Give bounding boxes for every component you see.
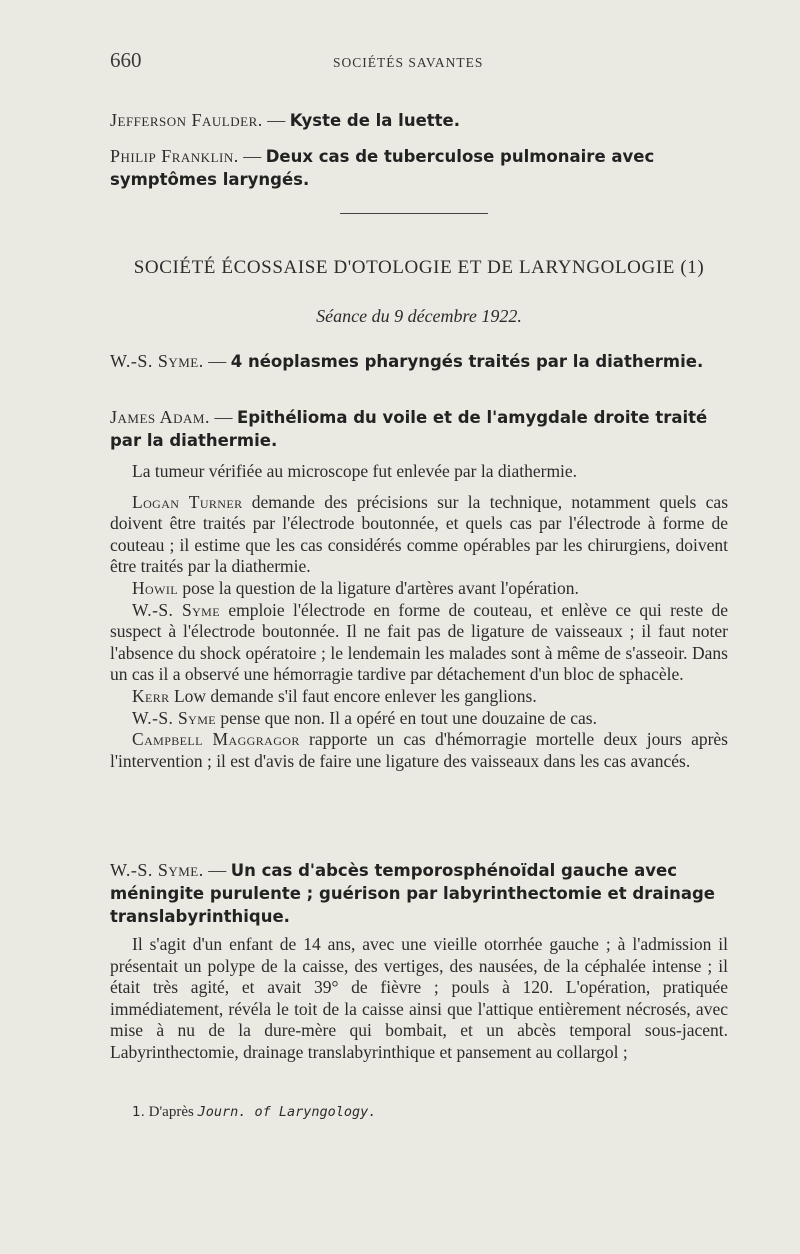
entry-author: Philip Franklin. <box>110 146 239 166</box>
paragraph-text: emploie l'électrode en forme de couteau, et enlève ce qui reste de suspect à l'électrode boutonnée. Il ne fait pas de ligature de vaisseaux ; il faut noter l'absence du shock opératoire ; le lendemain les malades sont à même de s'asseoir. Dans un cas il a observé une hémorragie tardive par détachement d'un bloc de sphacèle. <box>110 599 728 685</box>
discussion-paragraph <box>110 686 728 708</box>
running-title: SOCIÉTÉS SAVANTES <box>333 55 484 70</box>
entry-adam: James Adam. — Epithélioma du voile et de l'amygdale droite traité par la diathermie. <box>110 407 708 450</box>
speaker-name: Logan Turner <box>132 491 243 512</box>
paragraph-text: La tumeur vérifiée au microscope fut enlevée par la diathermie. <box>132 461 578 481</box>
entry-syme-neoplasmes: W.-S. Syme. — 4 néoplasmes pharyngés traités par la diathermie. <box>110 351 704 371</box>
paragraph-text: pense que non. Il a opéré en tout une douzaine de cas. <box>216 707 597 728</box>
section-divider <box>340 213 488 214</box>
entry-author: W.-S. Syme. <box>110 351 204 371</box>
page-number: 660 <box>110 48 142 72</box>
footnote-number: 1. <box>132 1104 145 1120</box>
case-text <box>110 934 728 1064</box>
entry-title: Kyste de la luette. <box>289 111 461 130</box>
entry-title: 4 néoplasmes pharyngés traités par la diathermie. <box>230 352 704 371</box>
entry-author: Jefferson Faulder. <box>110 110 263 130</box>
footnote-mark: (1) <box>680 257 705 278</box>
footnote <box>132 1104 376 1121</box>
discussion-paragraph <box>110 492 728 578</box>
footnote-text: D'après <box>148 1104 194 1120</box>
discussion-paragraph <box>110 578 728 600</box>
paragraph-text: rapporte un cas d'hémorragie mortelle deux jours après l'intervention ; il est d'avis de faire une ligature des vaisseaux dans les cas avancés. <box>110 729 728 771</box>
discussion-text <box>110 461 728 772</box>
discussion-paragraph <box>110 729 728 772</box>
speaker-name: Kerr <box>132 685 170 706</box>
paragraph-text: Low demande s'il faut encore enlever les ganglions. <box>169 685 537 706</box>
paragraph-text: pose la question de la ligature d'artères avant l'opération. <box>177 577 579 598</box>
footnote-source: Journ. of Laryngology. <box>197 1104 377 1120</box>
society-heading <box>110 257 728 279</box>
discussion-paragraph <box>110 461 728 483</box>
speaker-name: Howil <box>132 577 178 598</box>
entry-author: James Adam. <box>110 407 210 427</box>
speaker-name: Campbell Maggragor <box>132 729 300 750</box>
discussion-paragraph <box>110 600 728 686</box>
discussion-paragraph <box>110 708 728 730</box>
case-paragraph: Il s'agit d'un enfant de 14 ans, avec une vieille otorrhée gauche ; à l'admission il présentait un polype de la caisse, des vertiges, des nausées, de la céphalée intense ; il était très agité, et avait 39° de fièvre ; pouls à 120. L'opération, pratiquée immédiatement, révéla le toit de la caisse ainsi que l'attique entièrement nécrosés, avec mise à nu de la dure-mère qui bombait, et un abcès temporal sous-jacent. Labyrinthectomie, drainage translabyrinthique et pansement au collargol ; <box>110 934 728 1062</box>
paragraph-text: demande des précisions sur la technique, notamment quels cas doivent être traités par l'électrode boutonnée, et quels cas par l'électrode à forme de couteau ; il estime que les cas considérés comme opérables par les chirurgiens, doivent être traités par la diathermie. <box>110 491 729 577</box>
session-date: Séance du 9 décembre 1922. <box>316 306 522 326</box>
entry-title: Un cas d'abcès temporosphénoïdal gauche avec méningite purulente ; guérison par labyrinthectomie et drainage translabyrinthique. <box>110 861 715 926</box>
entry-author: W.-S. Syme. <box>110 860 204 880</box>
society-name: SOCIÉTÉ ÉCOSSAISE D'OTOLOGIE ET DE LARYNGOLOGIE <box>133 257 675 278</box>
entry-title: Epithélioma du voile et de l'amygdale droite traité par la diathermie. <box>110 408 708 450</box>
entry-syme-abces: W.-S. Syme. — Un cas d'abcès temporosphénoïdal gauche avec méningite purulente ; guérison par labyrinthectomie et drainage translabyrinthique. <box>110 860 715 926</box>
entry-faulder: Jefferson Faulder. — Kyste de la luette. <box>110 110 461 130</box>
entry-title: Deux cas de tuberculose pulmonaire avec symptômes laryngés. <box>110 147 655 189</box>
speaker-name: W.-S. Syme <box>132 707 216 728</box>
entry-franklin: Philip Franklin. — Deux cas de tuberculose pulmonaire avec symptômes laryngés. <box>110 146 655 189</box>
speaker-name: W.-S. Syme <box>132 599 220 620</box>
